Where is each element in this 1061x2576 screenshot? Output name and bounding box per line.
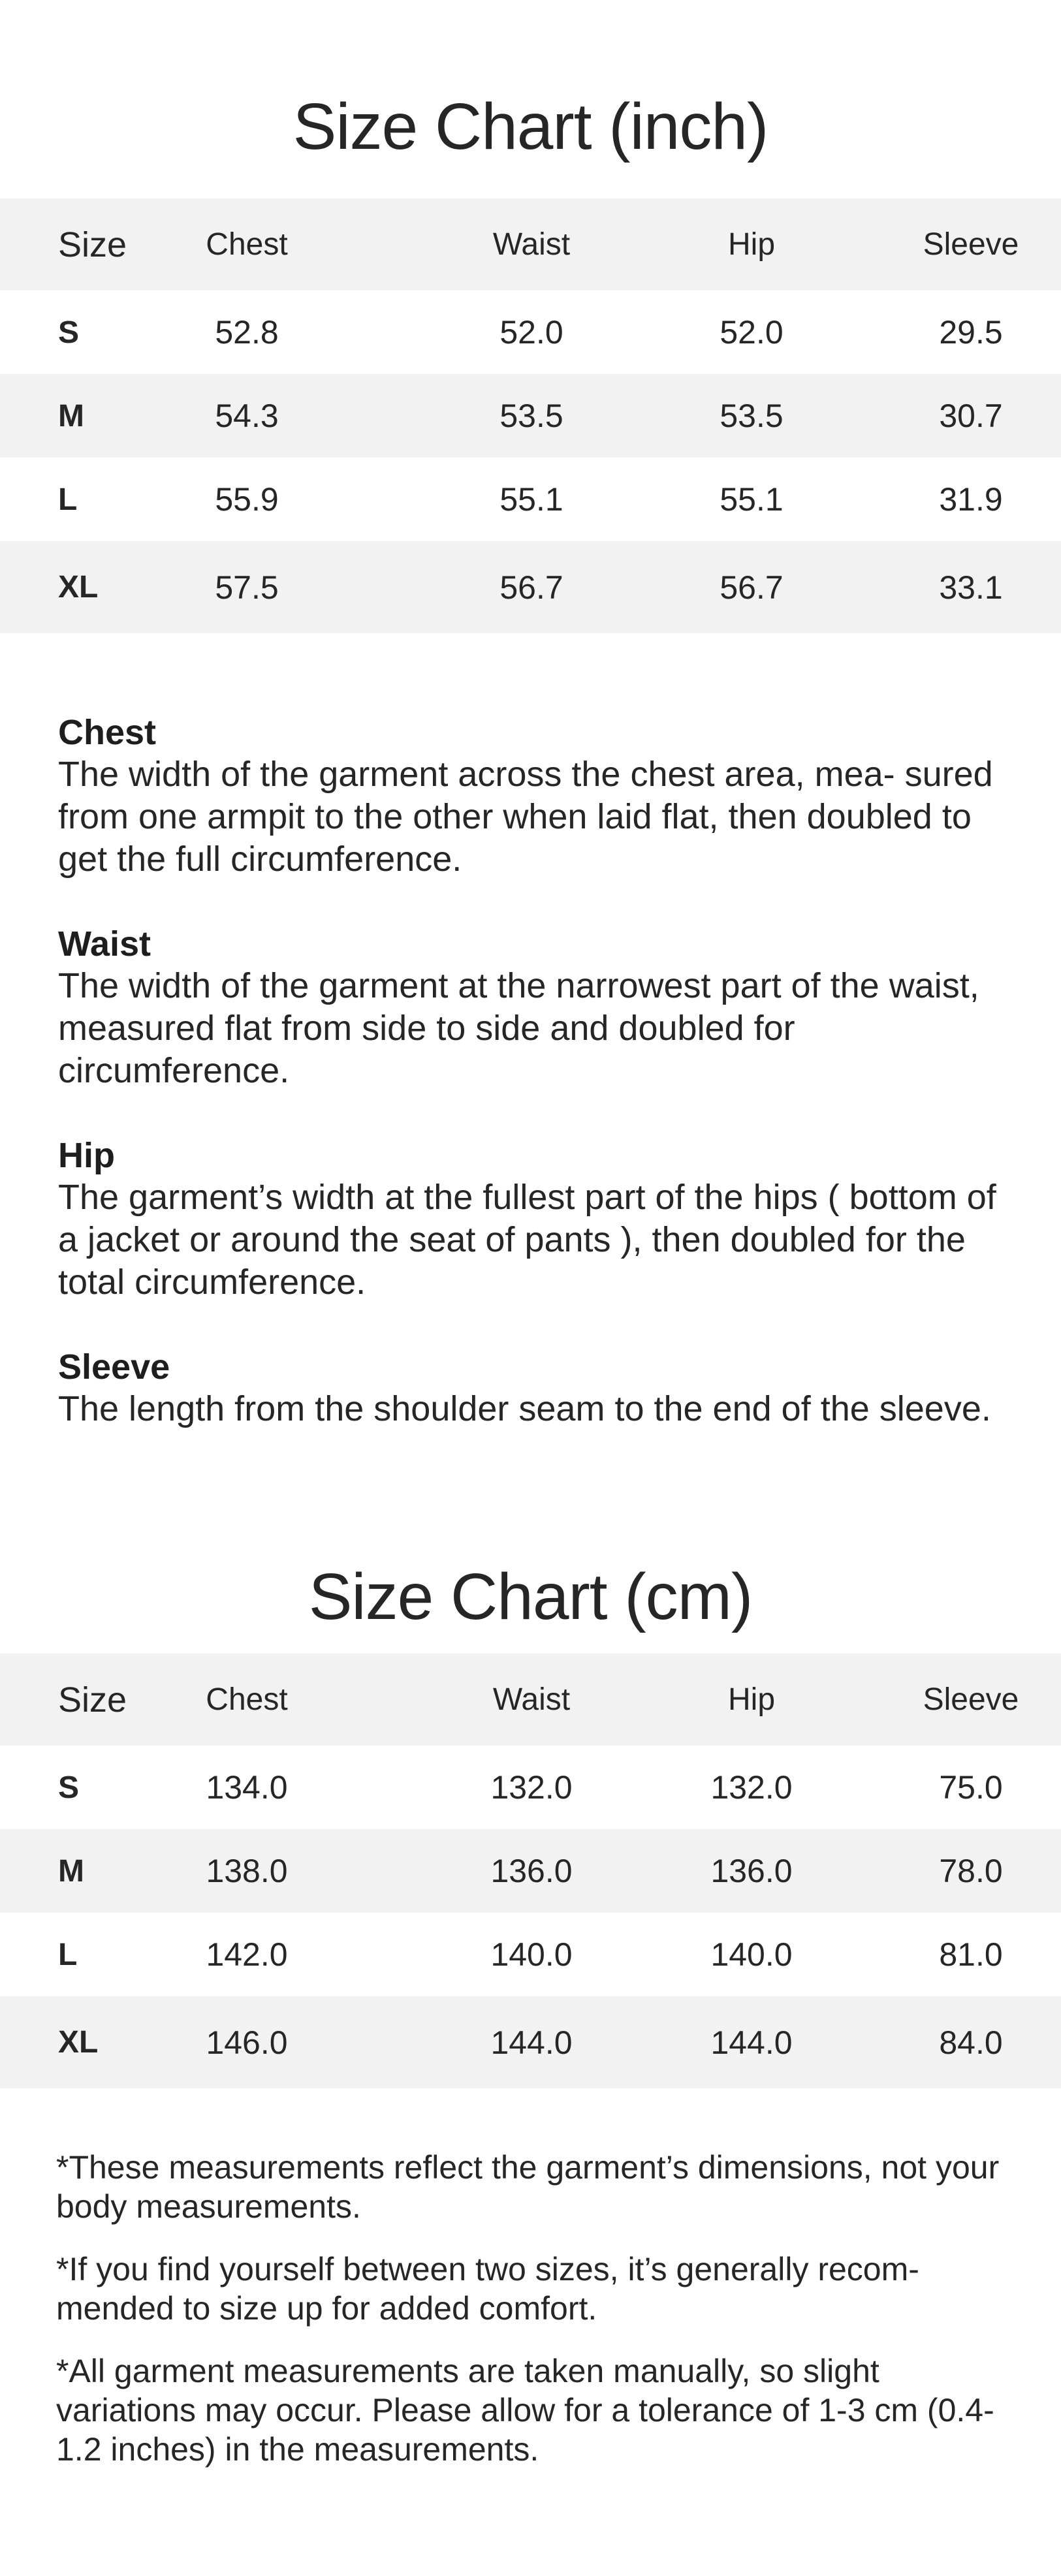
- hip-cell: 136.0: [710, 1853, 793, 1889]
- chest-cell: 54.3: [215, 398, 279, 434]
- inch-size-table: [0, 198, 1061, 633]
- sleeve-cell: 33.1: [939, 569, 1003, 606]
- size-cell: S: [58, 1770, 80, 1805]
- table-row: [0, 291, 1061, 374]
- header-sleeve: Sleeve: [923, 1682, 1019, 1717]
- size-cell: XL: [58, 570, 99, 605]
- table-row: [0, 541, 1061, 633]
- definition-term: Sleeve: [58, 1347, 170, 1387]
- hip-cell: 55.1: [720, 481, 784, 518]
- header-hip: Hip: [727, 1682, 776, 1717]
- size-cell: L: [58, 1937, 78, 1972]
- sleeve-cell: 81.0: [939, 1936, 1003, 1973]
- table-row: [0, 1829, 1061, 1913]
- waist-cell: 56.7: [499, 569, 563, 606]
- header-hip: Hip: [727, 227, 776, 262]
- size-cell: M: [58, 1853, 84, 1889]
- note-garment-dimensions: *These measurements reflect the garment’s dimensions, not your body measurements.: [56, 2149, 1000, 2225]
- header-sleeve: Sleeve: [923, 227, 1019, 262]
- cm-chart-title: Size Chart (cm): [308, 1560, 753, 1633]
- chest-cell: 52.8: [215, 314, 279, 351]
- table-row: [0, 1746, 1061, 1829]
- size-cell: S: [58, 315, 80, 350]
- chest-cell: 142.0: [206, 1936, 288, 1973]
- hip-cell: 144.0: [710, 2024, 793, 2061]
- size-cell: L: [58, 482, 78, 517]
- waist-cell: 52.0: [499, 314, 563, 351]
- definition-term: Hip: [58, 1136, 115, 1175]
- header-chest: Chest: [206, 1682, 288, 1717]
- waist-cell: 136.0: [490, 1853, 573, 1889]
- definition-text: The width of the garment across the chest area, mea- sured from one armpit to the other when laid flat, then doubled to get the full circumference.: [58, 755, 993, 879]
- waist-cell: 132.0: [490, 1769, 573, 1806]
- waist-cell: 53.5: [499, 398, 563, 434]
- cm-size-table: [0, 1654, 1061, 2088]
- hip-cell: 132.0: [710, 1769, 793, 1806]
- inch-chart-title: Size Chart (inch): [293, 90, 768, 163]
- definition-chest: [58, 712, 1011, 881]
- table-row: [0, 1996, 1061, 2088]
- hip-cell: 52.0: [720, 314, 784, 351]
- sleeve-cell: 75.0: [939, 1769, 1003, 1806]
- definition-text: The width of the garment at the narrowest part of the waist, measured flat from side to side and doubled for circumference.: [58, 966, 979, 1090]
- waist-cell: 55.1: [499, 481, 563, 518]
- table-row: [0, 458, 1061, 541]
- table-row: [0, 1913, 1061, 1996]
- chest-cell: 55.9: [215, 481, 279, 518]
- definition-text: The garment’s width at the fullest part of the hips ( bottom of a jacket or around the seat of pants ), then doubled for the total circumference.: [58, 1178, 996, 1302]
- measurement-definitions: [58, 712, 1011, 1473]
- hip-cell: 53.5: [720, 398, 784, 434]
- definition-sleeve: [58, 1346, 1011, 1430]
- chest-cell: 57.5: [215, 569, 279, 606]
- table-header-row: [0, 198, 1061, 291]
- definition-hip: [58, 1135, 1011, 1304]
- table-row: [0, 374, 1061, 458]
- sleeve-cell: 30.7: [939, 398, 1003, 434]
- definition-text: The length from the shoulder seam to the end of the sleeve.: [58, 1389, 991, 1428]
- sleeve-cell: 31.9: [939, 481, 1003, 518]
- sleeve-cell: 84.0: [939, 2024, 1003, 2061]
- sleeve-cell: 29.5: [939, 314, 1003, 351]
- note-tolerance: *All garment measurements are taken manually, so slight variations may occur. Please allow for a tolerance of 1-3 cm (0.4-1.2 inches) in the measurements.: [56, 2353, 994, 2468]
- measurement-notes: [56, 2148, 1016, 2492]
- definition-term: Waist: [58, 924, 151, 964]
- size-cell: XL: [58, 2025, 99, 2060]
- note-size-up: *If you find yourself between two sizes, it’s generally recom- mended to size up for added comfort.: [56, 2251, 919, 2327]
- header-size: Size: [58, 1680, 127, 1720]
- size-cell: M: [58, 398, 84, 433]
- chest-cell: 134.0: [206, 1769, 288, 1806]
- hip-cell: 56.7: [720, 569, 784, 606]
- hip-cell: 140.0: [710, 1936, 793, 1973]
- waist-cell: 144.0: [490, 2024, 573, 2061]
- header-waist: Waist: [492, 1682, 571, 1717]
- header-size: Size: [58, 225, 127, 264]
- waist-cell: 140.0: [490, 1936, 573, 1973]
- definition-term: Chest: [58, 713, 157, 752]
- header-waist: Waist: [492, 227, 571, 262]
- sleeve-cell: 78.0: [939, 1853, 1003, 1889]
- table-header-row: [0, 1654, 1061, 1746]
- chest-cell: 138.0: [206, 1853, 288, 1889]
- header-chest: Chest: [206, 227, 288, 262]
- definition-waist: [58, 923, 1011, 1092]
- chest-cell: 146.0: [206, 2024, 288, 2061]
